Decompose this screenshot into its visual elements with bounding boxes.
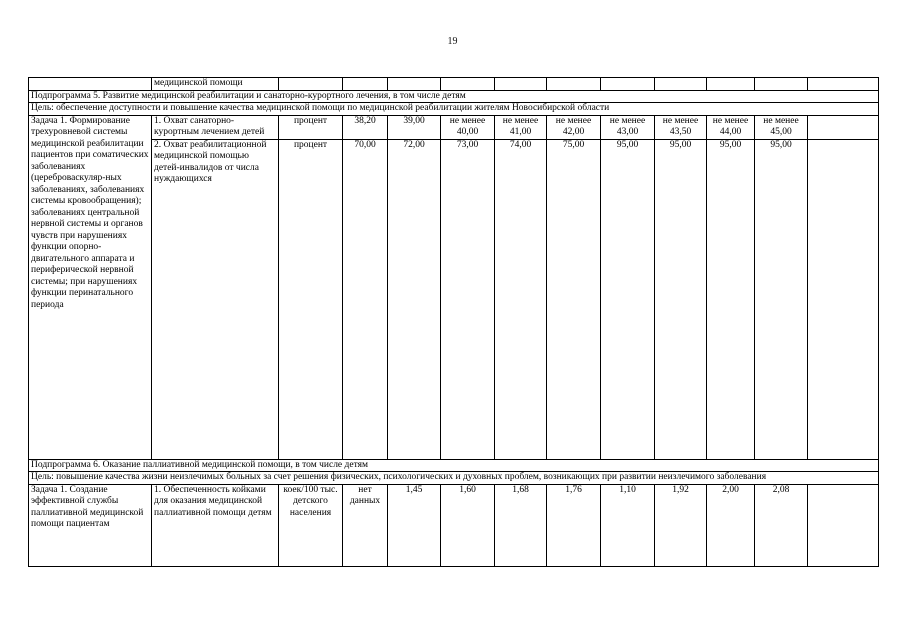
value-cell: 38,20 — [343, 115, 388, 139]
page-number: 19 — [447, 36, 458, 47]
value-cell: 74,00 — [495, 139, 547, 459]
value-cell: не менее 43,00 — [601, 115, 655, 139]
value-cell: 95,00 — [601, 139, 655, 459]
indicator-name: 2. Охват реабилитационной медицинской помощью детей-инвалидов от числа нуждающихся — [152, 139, 279, 459]
task-cell: Задача 1. Создание эффективной службы паллиативной медицинской помощи пациентам — [29, 484, 152, 566]
indicators-table — [28, 77, 879, 567]
value-cell: 1,60 — [441, 484, 495, 566]
subprogram-goal: Цель: обеспечение доступности и повышение качества медицинской помощи по медицинской реабилитации жителям Новосибирской области — [29, 103, 879, 116]
value-cell: не менее 44,00 — [707, 115, 755, 139]
table-row — [29, 484, 879, 566]
table-row — [29, 90, 879, 103]
unit-cell: процент — [279, 115, 343, 139]
value-cell: 95,00 — [655, 139, 707, 459]
value-cell: 73,00 — [441, 139, 495, 459]
value-cell: 95,00 — [755, 139, 808, 459]
value-cell: 1,92 — [655, 484, 707, 566]
table-row — [29, 115, 879, 139]
value-cell: 2,08 — [755, 484, 808, 566]
unit-cell: процент — [279, 139, 343, 459]
value-cell: 72,00 — [388, 139, 441, 459]
value-cell: 2,00 — [707, 484, 755, 566]
value-cell: 1,45 — [388, 484, 441, 566]
value-cell: 95,00 — [707, 139, 755, 459]
subprogram-title: Подпрограмма 5. Развитие медицинской реабилитации и санаторно-курортного лечения, в том числе детям — [29, 90, 879, 103]
table-row — [29, 78, 879, 91]
value-cell: не менее 43,50 — [655, 115, 707, 139]
indicator-cell: медицинской помощи — [152, 78, 279, 91]
unit-cell: коек/100 тыс. детского населения — [279, 484, 343, 566]
value-cell: не менее 42,00 — [547, 115, 601, 139]
table-row — [29, 472, 879, 485]
value-cell: не менее 41,00 — [495, 115, 547, 139]
value-cell: 39,00 — [388, 115, 441, 139]
value-cell: не менее 40,00 — [441, 115, 495, 139]
subprogram-goal: Цель: повышение качества жизни неизлечимых больных за счет решения физических, психологических и духовных проблем, возникающих при развитии неизлечимого заболевания — [29, 472, 879, 485]
table-row — [29, 459, 879, 472]
value-cell: 1,68 — [495, 484, 547, 566]
indicator-name: 1. Обеспеченность койками для оказания медицинской паллиативной помощи детям — [152, 484, 279, 566]
subprogram-title: Подпрограмма 6. Оказание паллиативной медицинской помощи, в том числе детям — [29, 459, 879, 472]
value-cell: нет данных — [343, 484, 388, 566]
value-cell: не менее 45,00 — [755, 115, 808, 139]
value-cell: 1,76 — [547, 484, 601, 566]
value-cell: 75,00 — [547, 139, 601, 459]
value-cell: 70,00 — [343, 139, 388, 459]
task-cell — [29, 78, 152, 91]
indicator-name: 1. Охват санаторно-курортным лечением детей — [152, 115, 279, 139]
table-row — [29, 139, 879, 459]
value-cell: 1,10 — [601, 484, 655, 566]
table-row — [29, 103, 879, 116]
task-cell: Задача 1. Формирование трехуровневой системы медицинской реабилитации пациентов при соматических заболеваниях (цереброваскуляр-ных заболеваниях, заболеваниях системы кровообращения); заболеваниях центральной нервной системы и органов чувств при нарушениях функции опорно-двигательного аппарата и периферической нервной системы; при нарушениях функции перинатального периода — [29, 115, 152, 459]
